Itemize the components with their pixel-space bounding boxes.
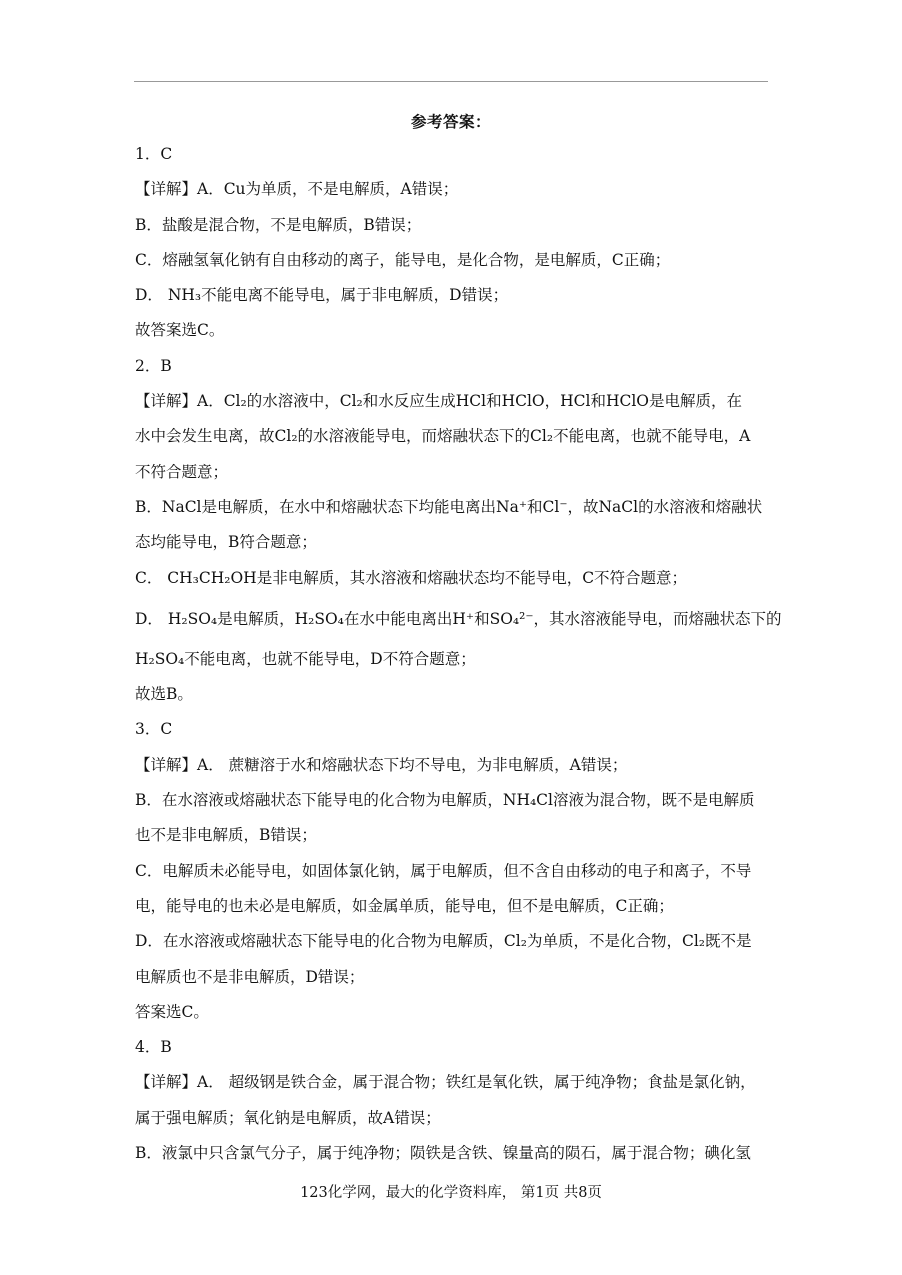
text-line: H₂SO₄不能电离，也就不能导电，D不符合题意； xyxy=(135,649,476,668)
text-line: B．在水溶液或熔融状态下能导电的化合物为电解质，NH₄Cl溶液为混合物，既不是电解质 xyxy=(135,791,755,810)
text-line: C．电解质未必能导电，如固体氯化钠，属于电解质，但不含自由移动的电子和离子，不导 xyxy=(135,861,752,880)
text-line: 电，能导电的也未必是电解质，如金属单质，能导电，但不是电解质，C正确； xyxy=(135,896,674,915)
text-line: C． CH₃CH₂OH是非电解质，其水溶液和熔融状态均不能导电，C不符合题意； xyxy=(135,568,688,587)
text-line: D． H₂SO₄是电解质，H₂SO₄在水中能电离出H⁺和SO₄²⁻，其水溶液能导电，而熔融状态下的 xyxy=(135,609,782,628)
text-line: 4．B xyxy=(135,1038,172,1057)
text-line: B．液氯中只含氯气分子，属于纯净物；陨铁是含铁、镍量高的陨石，属于混合物；碘化氢 xyxy=(135,1144,751,1163)
text-line: D． NH₃不能电离不能导电，属于非电解质，D错误； xyxy=(135,286,509,305)
text-line: 电解质也不是非电解质，D错误； xyxy=(135,967,365,986)
text-line: 【详解】A．Cl₂的水溶液中，Cl₂和水反应生成HCl和HClO，HCl和HClO是电解质，在 xyxy=(135,392,743,411)
text-line: C．熔融氢氧化钠有自由移动的离子，能导电，是化合物，是电解质，C正确； xyxy=(135,250,671,269)
text-line: B．NaCl是电解质，在水中和熔融状态下均能电离出Na⁺和Cl⁻，故NaCl的水溶液和熔融状 xyxy=(135,497,763,516)
text-line: 水中会发生电离，故Cl₂的水溶液能导电，而熔融状态下的Cl₂不能电离，也就不能导电，A xyxy=(135,427,751,446)
text-line: 也不是非电解质，B错误； xyxy=(135,826,317,845)
text-line: D．在水溶液或熔融状态下能导电的化合物为电解质，Cl₂为单质，不是化合物，Cl₂既不是 xyxy=(135,932,752,951)
page-footer: 123化学网，最大的化学资料库， 第1页 共8页 xyxy=(300,1185,602,1201)
text-line: 【详解】A． 超级钢是铁合金，属于混合物；铁红是氧化铁，属于纯净物；食盐是氯化钠， xyxy=(135,1073,756,1092)
text-line: 2．B xyxy=(135,356,172,375)
text-line: 3．C xyxy=(135,720,173,739)
text-line: 【详解】A．Cu为单质，不是电解质，A错误； xyxy=(135,180,459,199)
text-line: 答案选C。 xyxy=(135,1002,209,1021)
header-rule xyxy=(134,81,768,82)
text-line: 属于强电解质；氧化钠是电解质，故A错误； xyxy=(135,1108,441,1127)
text-line: 故答案选C。 xyxy=(135,321,225,340)
text-line: 1．C xyxy=(135,145,173,163)
text-line: B．盐酸是混合物，不是电解质，B错误； xyxy=(135,215,422,234)
page-title: 参考答案： xyxy=(410,112,491,131)
answer-body xyxy=(135,137,782,1171)
text-line: 不符合题意； xyxy=(135,462,229,481)
text-line: 【详解】A． 蔗糖溶于水和熔融状态下均不导电，为非电解质，A错误； xyxy=(135,755,628,774)
text-line: 态均能导电，B符合题意； xyxy=(135,533,317,552)
text-line: 故选B。 xyxy=(135,685,193,704)
